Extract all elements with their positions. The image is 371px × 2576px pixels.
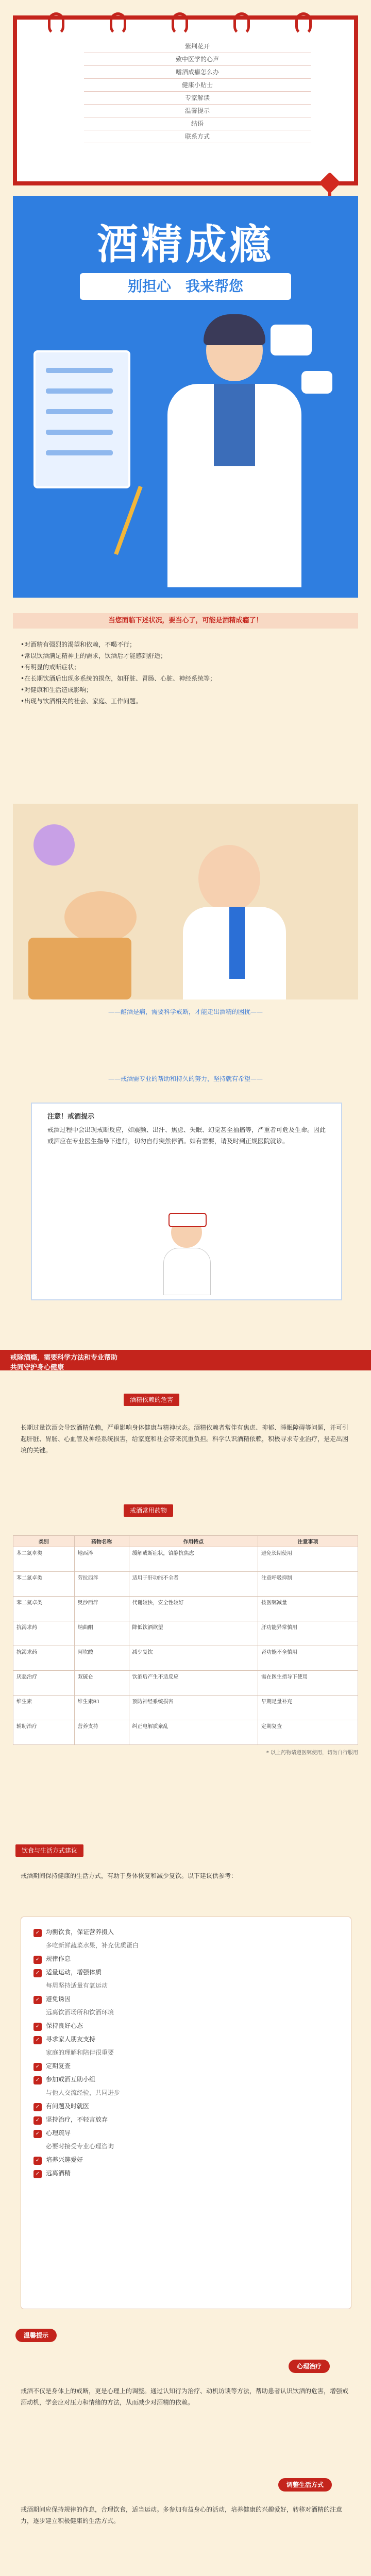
table-cell: 劳拉西泮 <box>74 1572 129 1597</box>
table-cell: 阿坎酸 <box>74 1646 129 1671</box>
toc-item[interactable]: 致中医学的心声 <box>84 53 311 66</box>
tip-item <box>33 2153 339 2166</box>
table-row <box>13 1671 358 1696</box>
tip-label: 规律作息 <box>46 1955 71 1962</box>
banner-line-1: 戒除酒瘾，需要科学方法和专业帮助 <box>10 1354 118 1362</box>
tip-label: 均衡饮食，保证营养摄入 <box>46 1928 114 1936</box>
table-cell: 地西泮 <box>74 1547 129 1572</box>
table-row <box>13 1621 358 1646</box>
table-row <box>13 1696 358 1720</box>
table-cell: 代谢较快，安全性较好 <box>129 1597 258 1621</box>
tip-label: 坚持治疗，不轻言放弃 <box>46 2116 108 2123</box>
tips-card <box>21 1917 351 2309</box>
table-cell: 需在医生指导下使用 <box>258 1671 358 1696</box>
toc-item[interactable]: 温馨提示 <box>84 105 311 117</box>
tip-item <box>33 2019 339 2032</box>
symptom-item: •对酒精有强烈的渴望和依赖，不喝不行； <box>21 641 136 648</box>
notebook-ring-icon <box>233 12 250 35</box>
table-cell: 奥沙西泮 <box>74 1597 129 1621</box>
table-cell: 纠正电解质紊乱 <box>129 1720 258 1745</box>
tip-label: 定期复查 <box>46 2062 71 2070</box>
tip-detail: 远离饮酒场所和饮酒环境 <box>46 2009 114 2016</box>
tip-item <box>33 2032 339 2046</box>
table-cell: 抗渴求药 <box>13 1621 75 1646</box>
table-row <box>13 1597 358 1621</box>
tip-label: 适量运动，增强体质 <box>46 1969 102 1976</box>
table-cell: 苯二氮卓类 <box>13 1597 75 1621</box>
hero-banner <box>13 196 358 598</box>
table-cell: 维生素B1 <box>74 1696 129 1720</box>
section-label-3: 饮食与生活方式建议 <box>15 1844 83 1857</box>
doctor-illustration <box>157 319 312 587</box>
notebook-ring-icon <box>48 12 64 35</box>
symptom-item: •在长期饮酒后出现多系统的损伤，如肝脏、胃肠、心脏、神经系统等； <box>21 675 216 682</box>
table-row <box>13 1646 358 1671</box>
tip-label: 寻求家人朋友支持 <box>46 2036 96 2043</box>
tip-label: 避免诱因 <box>46 1995 71 2003</box>
tip-label: 远离酒精 <box>46 2170 71 2177</box>
tip-item <box>33 2099 339 2113</box>
notebook-ring-icon <box>295 12 312 35</box>
medication-table <box>13 1535 358 1745</box>
table-cell: 肝功能异常慎用 <box>258 1621 358 1646</box>
table-cell: 双硫仑 <box>74 1671 129 1696</box>
toc-notebook <box>13 15 358 185</box>
table-cell: 维生素 <box>13 1696 75 1720</box>
check-icon: ✓ <box>33 2063 42 2071</box>
table-cell: 肾功能不全慎用 <box>258 1646 358 1671</box>
notebook-ring-icon <box>172 12 188 35</box>
table-header: 注意事项 <box>258 1536 358 1547</box>
subsection-body: 戒酒不仅是身体上的戒断，更是心理上的调整。通过认知行为治疗、动机访谈等方法，帮助患者认识饮酒的危害，增强戒酒动机，学会应对压力和情绪的方法，从而减少对酒精的依赖。 <box>21 2387 349 2406</box>
symptom-item: •常以饮酒满足精神上的需求，饮酒后才能感到舒适； <box>21 652 167 659</box>
table-row <box>13 1547 358 1572</box>
symptom-item: •出现与饮酒相关的社会、家庭、工作问题。 <box>21 698 142 705</box>
medication-table-wrapper <box>13 1535 358 1756</box>
table-cell: 避免长期使用 <box>258 1547 358 1572</box>
check-icon: ✓ <box>33 1969 42 1977</box>
section-body: 长期过量饮酒会导致酒精依赖，严重影响身体健康与精神状态。酒精依赖者常伴有焦虑、抑郁、睡眠障碍等问题，并可引起肝脏、胃肠、心血管及神经系统损害，给家庭和社会带来沉重负担。科学认识酒精依赖，积极寻求专业治疗，是走出困境的关键。 <box>21 1424 349 1454</box>
section-label-2: 戒酒常用药物 <box>124 1504 173 1517</box>
tip-detail: 每周坚持适量有氧运动 <box>46 1982 108 1989</box>
tip-label: 心理疏导 <box>46 2129 71 2137</box>
check-icon: ✓ <box>33 2036 42 2044</box>
notebook-ring-icon <box>110 12 126 35</box>
consultation-illustration <box>13 804 358 999</box>
closing-ribbon: 温馨提示 <box>15 2329 57 2342</box>
table-of-contents <box>84 40 311 143</box>
notice-body: 戒酒过程中会出现戒断反应，如震颤、出汗、焦虑、失眠、幻觉甚至抽搐等，严重者可危及生命。因此戒酒应在专业医生指导下进行，切勿自行突然停酒。如有需要，请及时到正规医院就诊。 <box>47 1126 326 1145</box>
tip-label: 有问题及时就医 <box>46 2103 90 2110</box>
table-note: * 以上药物请遵医嘱使用，切勿自行服用 <box>266 1750 358 1756</box>
table-cell: 苯二氮卓类 <box>13 1547 75 1572</box>
symptom-item: •有明显的戒断症状； <box>21 664 80 671</box>
clipboard-icon <box>33 350 130 488</box>
tip-detail: 必要时接受专业心理咨询 <box>46 2143 114 2150</box>
table-cell: 定期复查 <box>258 1720 358 1745</box>
tip-item <box>33 2166 339 2180</box>
check-icon: ✓ <box>33 1956 42 1964</box>
check-icon: ✓ <box>33 1929 42 1937</box>
symptom-list <box>21 639 350 707</box>
table-cell: 适用于肝功能不全者 <box>129 1572 258 1597</box>
subsection-ribbon: 心理治疗 <box>289 2360 330 2373</box>
table-cell: 早期足量补充 <box>258 1696 358 1720</box>
toc-item[interactable]: 紫荆花开 <box>84 40 311 53</box>
tip-item <box>33 1965 339 1979</box>
tip-detail: 多吃新鲜蔬菜水果，补充优质蛋白 <box>46 1942 139 1949</box>
toc-item[interactable]: 健康小贴士 <box>84 79 311 92</box>
table-cell: 抗渴求药 <box>13 1646 75 1671</box>
tip-item <box>33 2113 339 2126</box>
toc-item[interactable]: 专家解读 <box>84 92 311 105</box>
table-cell: 按医嘱减量 <box>258 1597 358 1621</box>
table-header: 作用特点 <box>129 1536 258 1547</box>
toc-item[interactable]: 嗜酒成癖怎么办 <box>84 66 311 79</box>
table-cell: 营养支持 <box>74 1720 129 1745</box>
doctor-avatar-icon <box>156 1217 217 1294</box>
section-intro: 戒酒期间保持健康的生活方式，有助于身体恢复和减少复饮。以下建议供参考： <box>21 1872 238 1879</box>
section-label: 酒精依赖的危害 <box>124 1394 179 1406</box>
tip-item <box>33 2126 339 2140</box>
tip-detail: 家庭的理解和陪伴很重要 <box>46 2049 114 2056</box>
table-cell: 降低饮酒欲望 <box>129 1621 258 1646</box>
illustration-caption-2: ——戒酒需专业的帮助和持久的努力，坚持就有希望—— <box>108 1075 263 1082</box>
tip-item <box>33 1952 339 1965</box>
notice-box <box>31 1103 342 1300</box>
table-row <box>13 1720 358 1745</box>
table-header: 类别 <box>13 1536 75 1547</box>
tip-item <box>33 1925 339 1939</box>
table-cell: 预防神经系统损害 <box>129 1696 258 1720</box>
hero-title: 酒精成瘾 <box>97 221 274 268</box>
symptom-item: •对健康和生活造成影响； <box>21 686 93 693</box>
table-cell: 苯二氮卓类 <box>13 1572 75 1597</box>
table-cell: 缓解戒断症状，镇静抗焦虑 <box>129 1547 258 1572</box>
table-cell: 减少复饮 <box>129 1646 258 1671</box>
tip-label: 参加戒酒互助小组 <box>46 2076 96 2083</box>
check-icon: ✓ <box>33 2116 42 2125</box>
table-cell: 纳曲酮 <box>74 1621 129 1646</box>
subsection-body: 戒酒期间应保持规律的作息，合理饮食，适当运动。多参加有益身心的活动，培养健康的兴趣爱好，转移对酒精的注意力，逐步建立积极健康的生活方式。 <box>21 2506 343 2524</box>
subsection-ribbon: 调整生活方式 <box>278 2478 332 2492</box>
check-icon: ✓ <box>33 2157 42 2165</box>
check-icon: ✓ <box>33 2023 42 2031</box>
tip-label: 保持良好心态 <box>46 2022 83 2029</box>
check-icon: ✓ <box>33 1996 42 2004</box>
check-icon: ✓ <box>33 2130 42 2138</box>
check-icon: ✓ <box>33 2170 42 2178</box>
banner-line-2: 共同守护身心健康 <box>10 1364 64 1371</box>
hero-subtitle: 别担心 我来帮您 <box>80 273 291 300</box>
check-icon: ✓ <box>33 2076 42 2084</box>
tip-item <box>33 1992 339 2006</box>
section-banner <box>0 1350 371 1370</box>
tip-item <box>33 2059 339 2073</box>
table-cell: 注意呼吸抑制 <box>258 1572 358 1597</box>
notice-title: 注意！戒酒提示 <box>47 1113 95 1121</box>
check-icon: ✓ <box>33 2103 42 2111</box>
intro-banner: 当您面临下述状况，要当心了，可能是酒精成瘾了！ <box>13 613 358 629</box>
tip-item <box>33 2073 339 2086</box>
table-cell: 厌恶治疗 <box>13 1671 75 1696</box>
table-cell: 饮酒后产生不适反应 <box>129 1671 258 1696</box>
toc-item[interactable]: 联系方式 <box>84 130 311 143</box>
tip-label: 培养兴趣爱好 <box>46 2156 83 2163</box>
illustration-caption: ——酗酒是病，需要科学戒断，才能走出酒精的困扰—— <box>108 1008 263 1015</box>
tip-detail: 与他人交流经验，共同进步 <box>46 2089 121 2096</box>
table-row <box>13 1572 358 1597</box>
toc-item[interactable]: 结语 <box>84 117 311 130</box>
pencil-icon <box>114 486 142 555</box>
table-header: 药物名称 <box>74 1536 129 1547</box>
table-cell: 辅助治疗 <box>13 1720 75 1745</box>
